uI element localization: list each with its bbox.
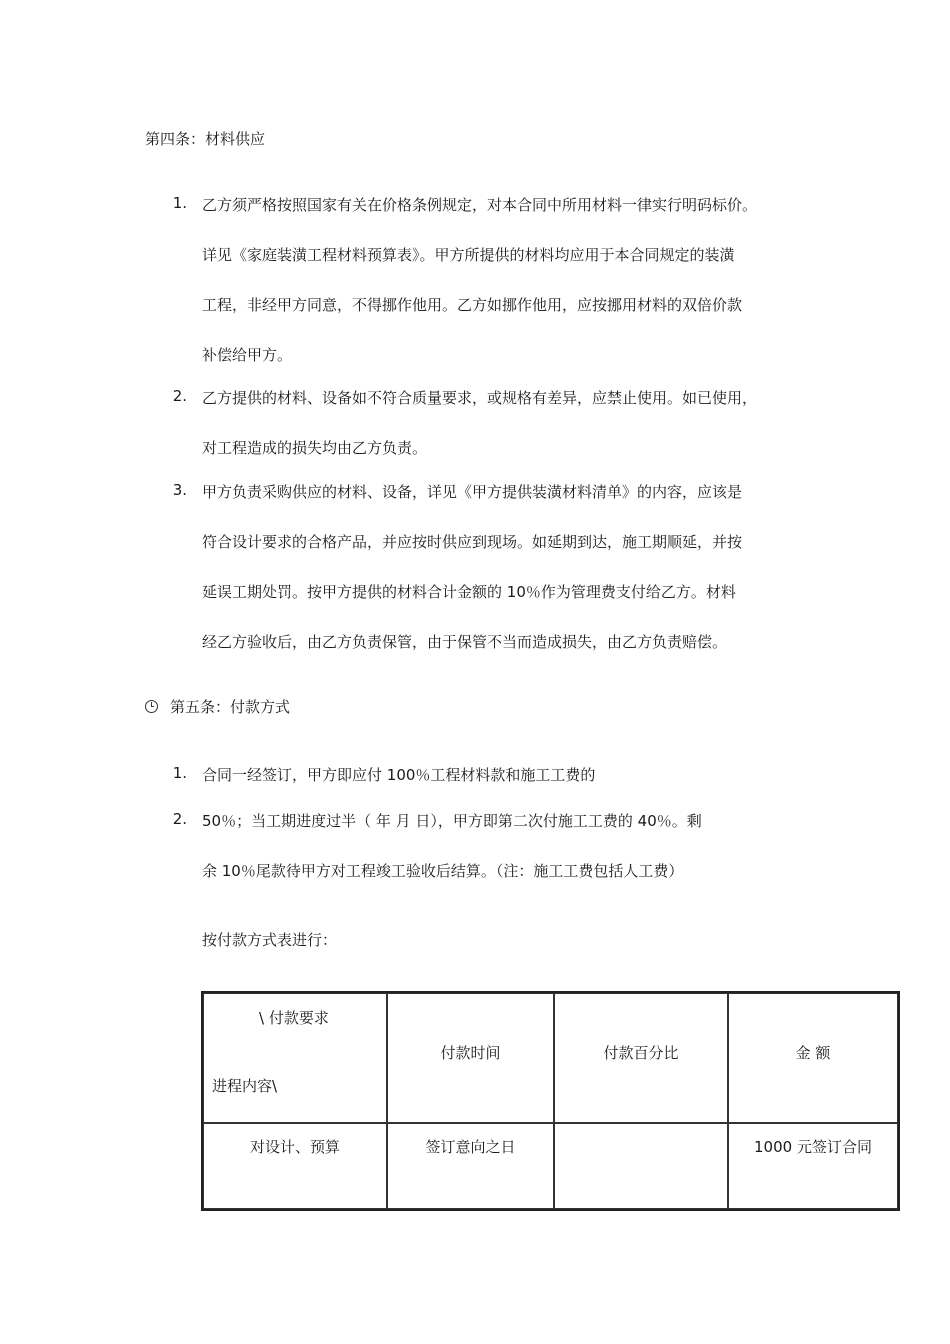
header-bottom-label: 进程内容\ bbox=[212, 1077, 278, 1095]
list-line: 延误工期处罚。按甲方提供的材料合计金额的 10％作为管理费支付给乙方。材料 bbox=[202, 583, 736, 601]
payment-table bbox=[201, 991, 900, 1211]
table-header-row bbox=[203, 993, 898, 1123]
list-line: 工程，非经甲方同意，不得挪作他用。乙方如挪作他用，应按挪用材料的双倍价款 bbox=[202, 296, 743, 314]
header-cell-diagonal bbox=[203, 993, 387, 1123]
header-cell-time bbox=[387, 993, 554, 1123]
list-line: 乙方须严格按照国家有关在价格条例规定，对本合同中所用材料一律实行明码标价。 bbox=[202, 196, 758, 214]
table-cell bbox=[728, 1123, 898, 1209]
table-cell bbox=[554, 1123, 728, 1209]
cell-text: 对设计、预算 bbox=[249, 1138, 340, 1156]
list-number: 2. bbox=[172, 810, 187, 828]
list-line: 补偿给甲方。 bbox=[202, 346, 293, 364]
list-number: 2. bbox=[172, 387, 187, 405]
list-line: 余 10％尾款待甲方对工程竣工验收后结算。（注：施工工费包括人工费） bbox=[202, 862, 684, 880]
cell-text: 签订意向之日 bbox=[425, 1138, 516, 1156]
list-line: 50％；当工期进度过半（ 年 月 日），甲方即第二次付施工工费的 40％。剩 bbox=[202, 812, 702, 830]
table-intro: 按付款方式表进行： bbox=[202, 931, 338, 949]
clock-icon bbox=[145, 700, 158, 713]
cell-text: 1000 元签订合同 bbox=[754, 1138, 872, 1156]
table-cell bbox=[387, 1123, 554, 1209]
list-line: 合同一经签订，甲方即应付 100％工程材料款和施工工费的 bbox=[202, 766, 596, 784]
list-line: 符合设计要求的合格产品，并应按时供应到现场。如延期到达，施工期顺延，并按 bbox=[202, 533, 743, 551]
table-cell bbox=[203, 1123, 387, 1209]
section5-heading: 第五条：付款方式 bbox=[170, 698, 291, 716]
header-cell-percent bbox=[554, 993, 728, 1123]
header-label: 付款时间 bbox=[440, 1044, 501, 1062]
list-number: 1. bbox=[172, 764, 187, 782]
section4-heading: 第四条：材料供应 bbox=[145, 130, 266, 148]
header-label: 付款百分比 bbox=[603, 1044, 679, 1062]
header-label: 金 额 bbox=[795, 1044, 831, 1062]
list-line: 经乙方验收后，由乙方负责保管，由于保管不当而造成损失，由乙方负责赔偿。 bbox=[202, 633, 728, 651]
list-line: 对工程造成的损失均由乙方负责。 bbox=[202, 439, 428, 457]
list-number: 3. bbox=[172, 481, 187, 499]
list-line: 甲方负责采购供应的材料、设备，详见《甲方提供装潢材料清单》的内容，应该是 bbox=[202, 483, 743, 501]
header-cell-amount bbox=[728, 993, 898, 1123]
list-number: 1. bbox=[172, 194, 187, 212]
header-top-label: \ 付款要求 bbox=[259, 1009, 329, 1027]
list-line: 详见《家庭装潢工程材料预算表》。甲方所提供的材料均应用于本合同规定的装潢 bbox=[202, 246, 735, 264]
table-row bbox=[203, 1123, 898, 1209]
list-line: 乙方提供的材料、设备如不符合质量要求，或规格有差异，应禁止使用。如已使用， bbox=[202, 389, 758, 407]
